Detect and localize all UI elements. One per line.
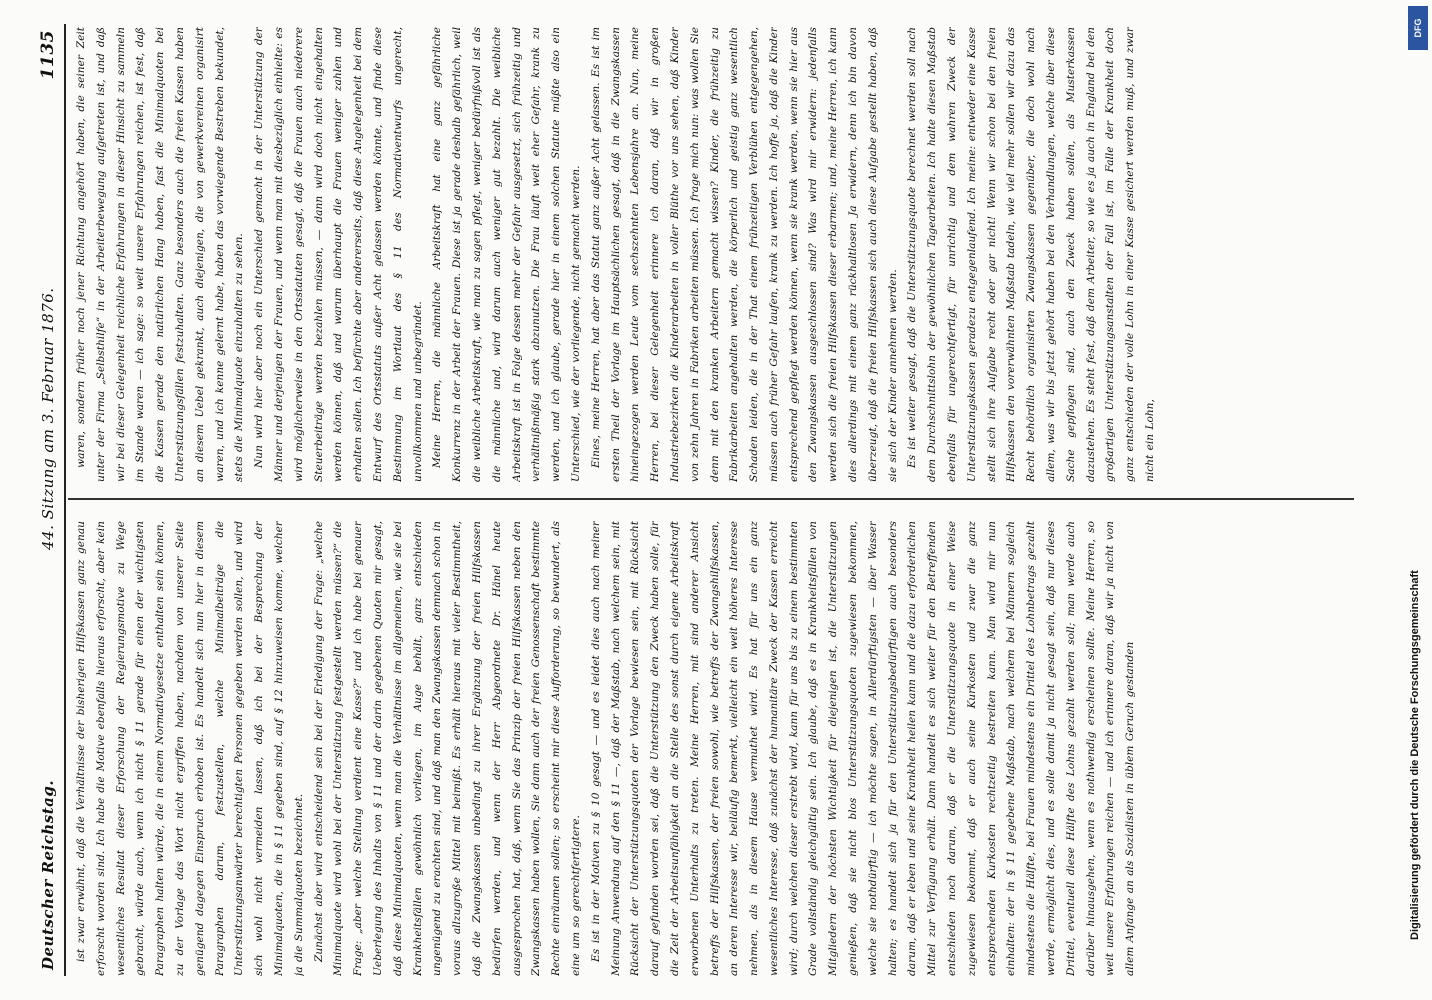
publication-title: Deutscher Reichstag. [39,779,57,970]
paragraph: Eines, meine Herren, hat aber das Statut ganz außer Acht gelassen. Es ist im ersten Theil der Vorlage im Hauptsächlichen gesagt, daß in die Zwangskassen hineingezogen werden Leute vom sechszehnten Lebensjahre an. Nun, meine Herren, bei dieser Gelegenheit erinnere ich daran, daß wir in großen Industriebezirken die Kinderarbeiten in voller Blüthe vor uns sehen, daß Kinder von zehn Jahren in Fabriken arbeiten müssen. Ich frage mich nun: was wollen Sie denn mit den kranken Arbeitern gemacht wissen? Kinder, die frühzeitig zu Fabrikarbeiten angehalten werden, die körperlich und geistig ganz wesentlich Schaden leiden, die in der That einem frühzeitigen Verblühen entgegengehen, müssen auch früher Gefahr laufen, krank zu werden. Ich hoffe ja, daß die Kinder entsprechend gepflegt werden können, wenn sie krank werden, wenn sie hier aus den Zwangskassen ausgeschlossen sind? Was wird mir erwidern: jedenfalls werden sich die freien Hilfskassen dieser erbarmen; und, meine Herren, ich kann dies allerdings mit einem ganz rückhaltlosen Ja erwidern, denn ich bin davon überzeugt, daß die freien Hilfskassen sich auch diese Aufgabe gestellt haben, daß sie sich der Kinder annehmen werden. [589,27,899,482]
rotated-page-content [34,0,1364,1000]
paragraph: Zunächst aber wird entscheidend sein bei der Erledigung der Frage: „welche Minimalquote wird wohl bei der Unterstützung festgestellt werden müssen?“ die Frage: „aber welche Stellung verdient eine Kasse?“ und ich habe bei genauer Ueberlegung des Inhalts von § 11 und der darin gegebenen Quoten mir gesagt, daß diese Minimalquoten, wenn man die Verhältnisse im allgemeinen, wie sie bei Krankheitsfällen gewöhnlich vorliegen, im Auge behält, ganz entschieden ungenügend zu erachten sind, und daß man den Zwangskassen demnach schon in voraus allzugroße Mittel mit beimißt. Es erhält hieraus mit vieler Bestimmtheit, daß die Zwangskassen unbedingt zu ihrer Ergänzung der freien Hilfskassen bedürfen werden, und wenn der Herr Abgeordnete Dr. Hänel heute ausgesprochen hat, daß, wenn Sie das Prinzip der freien Hilfskassen neben den Zwangskassen haben wollen, Sie dann auch der freien Genossenschaft bestimmte Rechte einräumen sollen; so erscheint mir diese Aufforderung, so bewundert, als eine um so gerechtfertigtere. [312,521,582,976]
dfg-logo-text: DFG [1413,18,1423,38]
funding-note [1404,60,1426,940]
paragraph: Es ist weiter gesagt, daß die Unterstützungsquote berechnet werden soll nach dem Durchschnittslohn der gewöhnlichen Tagearbeiten. Ich halte diesen Maßstab ebenfalls für ungerechtfertigt, für unrichtig und dem wahren Zweck der Unterstützungskassen geradezu entgegenlaufend. Ich meine: entweder eine Kasse stellt sich ihre Aufgabe recht oder gar nicht! Wenn wir schon bei den freien Hilfskassen den vorerwähnten Maßstab tadeln, wie viel mehr sollen wir dazu das Recht behördlich organisirten Zwangskassen gegenüber, die doch wohl nach allem, was wir bis jetzt gehört haben bei den Verhandlungen, welche über diese Sache gepflogen sind, auch den Zweck haben sollen, als Musterkassen dazustehen. Es steht fest, daß dem Arbeiter, so wie es ja auch in England bei den großartigen Unterstützungsanstalten der Fall ist, im Falle der Krankheit doch ganz entschieden der volle Lohn in einer Kasse gesichert werden muß, und zwar nicht ein Lohn, [906,27,1157,482]
text-column-right [72,27,1352,482]
page-number: 1135 [38,30,58,80]
page-header [34,30,62,970]
paragraph: waren, sondern früher noch jener Richtung angehört haben, die seiner Zeit unter der Firma „Selbsthilfe“ in der Arbeiterbewegung aufgetreten ist, und daß wir bei dieser Gelegenheit reichliche Erfahrungen in dieser Hinsicht zu sammeln im Stande waren — ich sage: so weit unsere Erfahrungen reichen, ist fest, daß die Kassen gerade den natürlichen Hang haben, fast die Minimalquoten bei Unterstützungsfällen festzuhalten. Ganz besonders auch die freien Kassen haben an diesem Uebel gekrankt, auch diejenigen, die von gewerkvereinen organisirt waren, und ich kenne gelernt habe, haben das vorwiegende Bestreben bekundet, stets die Minimalquote einzuhalten zu sehen. [75,27,246,482]
session-title: 44. Sitzung am 3. Februar 1876. [39,287,57,550]
dfg-logo [1408,6,1428,50]
text-column-left [72,521,1352,976]
funding-note-text: Digitalisierung gefördert durch die Deutsche Forschungsgemeinschaft [1409,570,1421,940]
header-rule [64,24,66,976]
paragraph: Es ist in der Motiven zu § 10 gesagt — und es leidet dies auch nach meiner Meinung Anwendung auf den § 11 —, daß der Maßstab, nach welchem sein, mit Rücksicht der Unterstützungsquoten der Vorlage bewiesen sein, mit Rücksicht darauf gefunden worden sei, daß die Unterstützung den Zweck haben solle, für die Zeit der Arbeitsunfähigkeit an die Stelle des sonst durch eigene Arbeitskraft erworbenen Unterhalts zu treten. Meine Herren, mit sind anderer Ansicht betreffs der Hilfskassen, der freien sowohl, wie betreffs der Zwangshilfskassen, an deren Interesse wir, beiläufig bemerkt, vielleicht ein weit höheres Interesse nehmen, als in diesem Hause vermuthet wird. Es hat für uns ein ganz wesentliches Interesse, daß zunächst der humanitäre Zweck der Kassen erreicht wird; durch welchen dieser erstrebt wird, kann für uns bis zu einem bestimmten Grade vollständig gleichgültig sein. Ich glaube, daß es in Krankheitsfällen von Mitgliedern der höchsten Wichtigkeit für diejenigen ist, die Unterstützungen genießen, daß sie nicht blos Unterstützungsquoten zugewiesen bekommen, welche sie nothdürftig — ich möchte sagen, in Allerdürftigsten — über Wasser halten; es handelt sich ja für den Unterstützungsbedürftigen auch besonders darum, daß er leben und seine Krankheit heilen kann und die dazu erforderlichen Mittel zur Verfügung erhält. Dann handelt es sich weiter für den Betreffenden entschieden noch darum, daß er die Unterstützungsquote in einer Weise zugewiesen bekommt, daß er auch seine Kurkosten und zwar die ganz entsprechenden Kurkosten rechtzeitig bestreiten kann. Man wird mir nun einhalten: der in § 11 gegebene Maßstab, nach welchem bei Männern sogleich mindestens die Hälfte, bei Frauen mindestens ein Drittel des Lohnbetrags gezahlt werde, ermöglicht dies, und es solle damit ja nicht gesagt sein, daß nur dieses Drittel, eventuell diese Hälfte des Lohns gezahlt werden soll; man werde auch darüber hinausgehen, wenn es nothwendig erscheinen sollte. Meine Herren, so weit unsere Erfahrungen reichen — und ich erinnere daran, daß wir ja nicht von allem Anfange an als Sozialisten in üblem Geruch gestanden [589,521,1137,976]
column-divider [68,498,1354,500]
paragraph: ist zwar erwähnt, daß die Verhältnisse der bisherigen Hilfskassen ganz genau erforscht worden sind. Ich habe die Motive ebenfalls hieraus erforscht, aber kein wesentliches Resultat dieser Erforschung der Regierungsmotive zu Wege gebracht, würde auch, wenn ich nicht § 11 gerade für einen der wichtigsten Paragraphen halten würde, die in einem Normativgesetze enthalten sein können, zu der Vorlage das Wort nicht ergriffen haben, nachdem von unserer Seite genügend dagegen Einspruch erhoben ist. Es handelt sich nun hier in diesem Paragraphen darum, festzustellen, welche Minimalbeiträge die Unterstützungsanwärter berechtigten Personen gegeben werden sollen, und wird sich wohl nicht vermeiden lassen, daß ich bei der Besprechung der Minimalquoten, die in § 11 gegeben sind, auf § 12 hinzuweisen komme, welcher ja die Summalquoten bezeichnet. [75,521,305,976]
paragraph: Nun wird hier aber noch ein Unterschied gemacht in der Unterstützung der Männer und derjenigen der Frauen, und wenn man mit diesbezüglich einhielte: es wird möglicherweise in den Ortsstatuten gesagt, daß die Frauen auch niederere Steuerbeiträge werden bezahlen müssen, — dann wird doch nicht eingehalten werden können, daß und warum überhaupt die Frauen weniger zahlen und erhalten sollen. Ich befürchte aber andererseits, daß diese Angelegenheit bei dem Entwurf des Ortsstatuts außer Acht gelassen werden könnte, und finde diese Bestimmung im Wortlaut des § 11 des Normativentwurfs ungerecht, unvollkommen und unbegründet. [253,27,424,482]
paragraph: Meine Herren, die männliche Arbeitskraft hat eine ganz gefährliche Konkurrenz in der Arbeit der Frauen. Diese ist ja gerade deshalb gefährlich, weil die weibliche Arbeitskraft, wie man zu sagen pflegt, weniger bedürfnißvoll ist als die männliche und, wird darum auch weniger gut bezahlt. Die weibliche Arbeitskraft ist in Folge dessen mehr der Gefahr ausgesetzt, sich frühzeitig und verhältnißmäßig stark abzunutzen. Die Frau läuft weit eher Gefahr, krank zu werden, und ich glaube, gerade hier in einem solchen Statute müßte also ein Unterschied, wie der vorliegende, nicht gemacht werden. [431,27,582,482]
